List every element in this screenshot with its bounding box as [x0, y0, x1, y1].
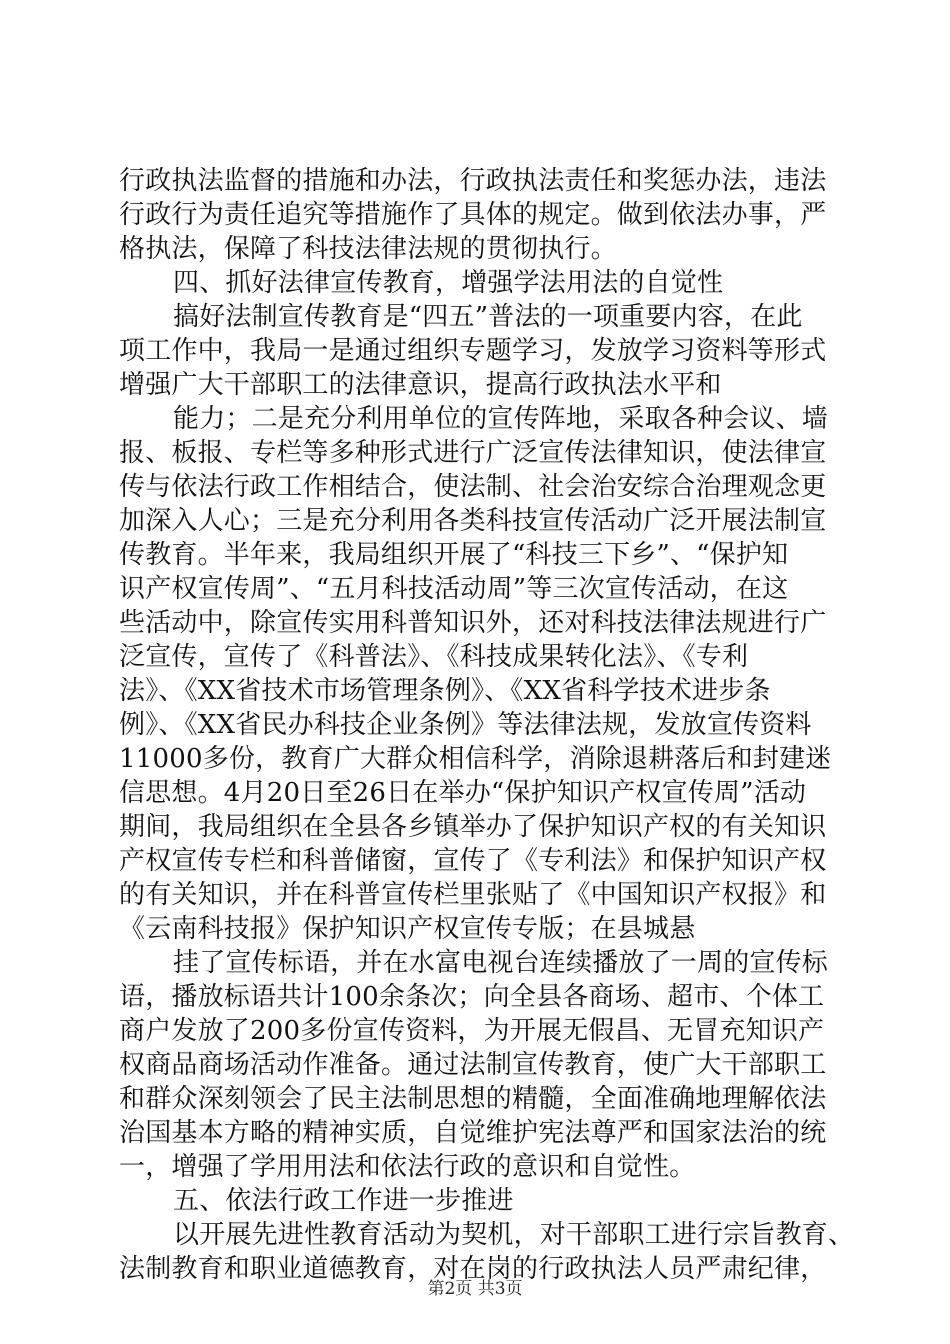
text-line: 法》、《XX省技术市场管理条例》、《XX省科学技术进步条 [119, 676, 771, 706]
text-line: 些活动中，除宣传实用科普知识外，还对科技法律法规进行广 [119, 608, 827, 638]
document-body [119, 164, 855, 1286]
text-line: 行政行为责任追究等措施作了具体的规定。做到依法办事，严 [119, 200, 827, 230]
text-line: 权商品商场活动作准备。通过法制宣传教育，使广大干部职工 [119, 1050, 827, 1080]
text-line: 报、板报、专栏等多种形式进行广泛宣传法律知识，使法律宣 [119, 438, 827, 468]
text-line: 治国基本方略的精神实质，自觉维护宪法尊严和国家法治的统 [119, 1118, 827, 1148]
text-line: 增强广大干部职工的法律意识，提高行政执法水平和 [119, 370, 722, 400]
text-line: 信思想。4月20日至26日在举办“保护知识产权宣传周”活动 [119, 778, 807, 808]
text-line: 法制教育和职业道德教育，对在岗的行政执法人员严肃纪律， [119, 1254, 827, 1284]
text-line: 四、抓好法律宣传教育，增强学法用法的自觉性 [173, 268, 724, 298]
text-line: 项工作中，我局一是通过组织专题学习，发放学习资料等形式 [119, 336, 827, 366]
text-line: 商户发放了200多份宣传资料，为开展无假昌、无冒充知识产 [119, 1016, 825, 1046]
text-line: 传教育。半年来，我局组织开展了“科技三下乡”、“保护知 [119, 540, 789, 570]
text-line: 例》、《XX省民办科技企业条例》等法律法规，发放宣传资料 [119, 710, 812, 740]
text-line: 五、依法行政工作进一步推进 [173, 1186, 514, 1216]
text-line: 语，播放标语共计100余条次；向全县各商场、超市、个体工 [119, 982, 825, 1012]
text-line: 挂了宣传标语，并在水富电视台连续播放了一周的宣传标 [173, 948, 829, 978]
text-line: 以开展先进性教育活动为契机，对干部职工进行宗旨教育、 [173, 1220, 855, 1250]
text-line: 产权宣传专栏和科普储窗，宣传了《专利法》和保护知识产权 [119, 846, 827, 876]
text-line: 11000多份，教育广大群众相信科学，消除退耕落后和封建迷 [119, 744, 832, 774]
text-line: 能力；二是充分利用单位的宣传阵地，采取各种会议、墙 [173, 404, 829, 434]
text-line: 传与依法行政工作相结合，使法制、社会治安综合治理观念更 [119, 472, 827, 502]
page-footer: 第2页 共3页 [427, 1279, 523, 1299]
text-line: 和群众深刻领会了民主法制思想的精髓，全面准确地理解依法 [119, 1084, 827, 1114]
text-line: 的有关知识，并在科普宣传栏里张贴了《中国知识产权报》和 [119, 880, 827, 910]
text-line: 加深入人心；三是充分利用各类科技宣传活动广泛开展法制宣 [119, 506, 827, 536]
text-line: 搞好法制宣传教育是“四五”普法的一项重要内容，在此 [173, 302, 803, 332]
text-line: 泛宣传，宣传了《科普法》、《科技成果转化法》、《专利 [119, 642, 749, 672]
text-line: 期间，我局组织在全县各乡镇举办了保护知识产权的有关知识 [119, 812, 827, 842]
text-line: 识产权宣传周”、“五月科技活动周”等三次宣传活动，在这 [119, 574, 789, 604]
text-line: 一，增强了学用用法和依法行政的意识和自觉性。 [119, 1152, 696, 1182]
text-line: 格执法，保障了科技法律法规的贯彻执行。 [119, 234, 617, 264]
text-line: 《云南科技报》保护知识产权宣传专版；在县城悬 [119, 914, 696, 944]
text-line: 行政执法监督的措施和办法，行政执法责任和奖惩办法，违法 [119, 166, 827, 196]
